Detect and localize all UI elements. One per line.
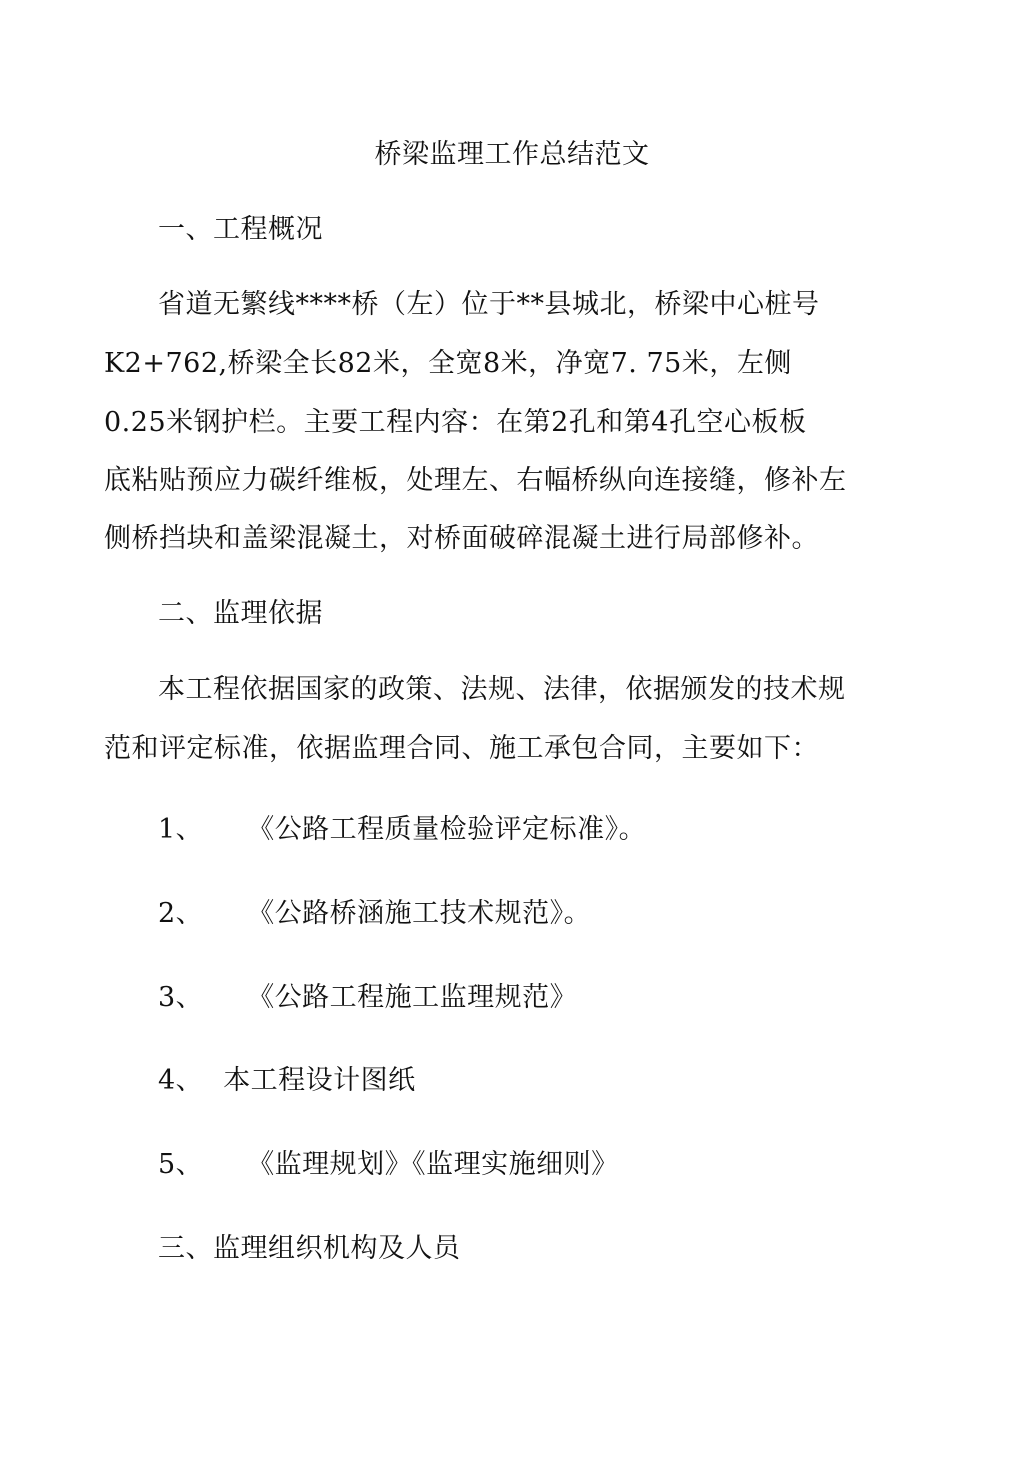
list-item-number: 1、 <box>158 814 204 845</box>
list-item-number: 4、 <box>158 1065 204 1096</box>
list-item-text: 《公路工程施工监理规范》 <box>247 982 578 1013</box>
section-heading-basis: 二、监理依据 <box>158 598 323 629</box>
list-item-text: 《监理规划》《监理实施细则》 <box>247 1149 619 1180</box>
list-item <box>158 981 577 1015</box>
list-item <box>158 813 646 847</box>
section-heading-overview: 一、工程概况 <box>158 214 323 245</box>
list-item-text: 《公路桥涵施工技术规范》。 <box>247 898 592 929</box>
paragraph-line: 侧桥挡块和盖梁混凝土，对桥面破碎混凝土进行局部修补。 <box>104 523 819 554</box>
section-heading-organization: 三、监理组织机构及人员 <box>158 1233 461 1264</box>
list-item-text: 本工程设计图纸 <box>223 1065 416 1096</box>
list-item <box>158 897 591 931</box>
document-title: 桥梁监理工作总结范文 <box>374 139 650 170</box>
list-item-number: 3、 <box>158 982 204 1013</box>
paragraph-line: K2+762,桥梁全长82米，全宽8米，净宽7. 75米，左侧 <box>104 348 792 379</box>
list-item-text: 《公路工程质量检验评定标准》。 <box>247 814 647 845</box>
paragraph-line: 底粘贴预应力碳纤维板，处理左、右幅桥纵向连接缝，修补左 <box>104 465 847 496</box>
paragraph-line: 范和评定标准，依据监理合同、施工承包合同，主要如下： <box>104 733 819 764</box>
paragraph-line: 省道无繁线****桥（左）位于**县城北，桥梁中心桩号 <box>158 289 820 320</box>
list-item-number: 2、 <box>158 898 204 929</box>
list-item <box>158 1064 416 1098</box>
list-item <box>158 1148 619 1182</box>
list-item-number: 5、 <box>158 1149 204 1180</box>
paragraph-line: 0.25米钢护栏。主要工程内容：在第2孔和第4孔空心板板 <box>104 407 807 438</box>
paragraph-line: 本工程依据国家的政策、法规、法律，依据颁发的技术规 <box>158 674 846 705</box>
